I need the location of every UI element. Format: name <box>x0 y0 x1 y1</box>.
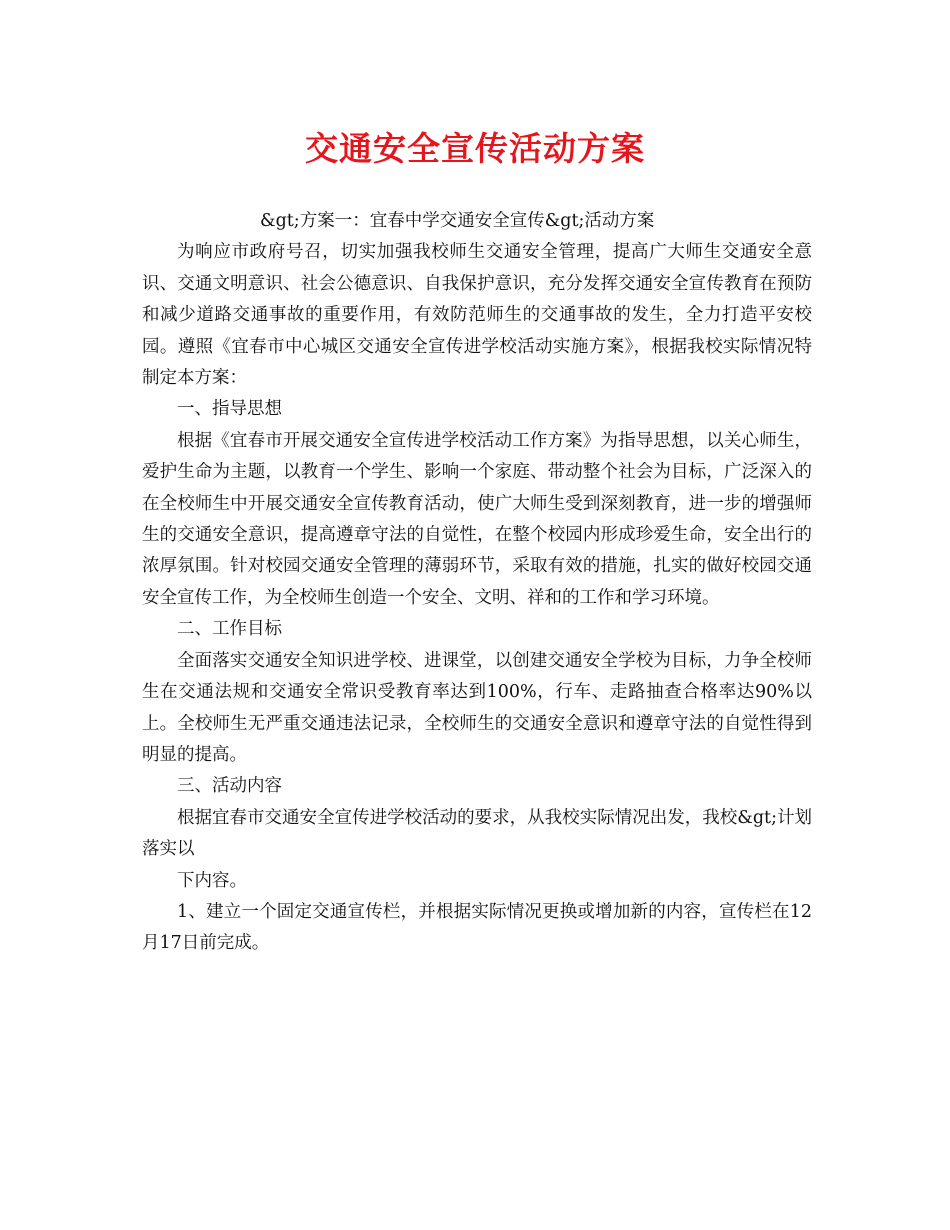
section-text-activity-content-cont: 下内容。 <box>177 870 247 891</box>
intro-paragraph: 为响应市政府号召，切实加强我校师生交通安全管理，提高广大师生交通安全意识、交通文明意识、社会公德意识、自我保护意识，充分发挥交通安全宣传教育在预防和减少道路交通事故的重要作用，有效防范师生的交通事故的发生，全力打造平安校园。遵照《宜春市中心城区交通安全宣传进学校活动实施方案》，根据我校实际情况特制定本方案： <box>142 242 812 389</box>
section-heading-activity-content: 三、活动内容 <box>177 776 282 797</box>
plan-subtitle: &gt;方案一：宜春中学交通安全宣传&gt;活动方案 <box>260 211 655 231</box>
document-body <box>142 206 812 960</box>
section-text-activity-content: 根据宜春市交通安全宣传进学校活动的要求，从我校实际情况出发，我校&gt;计划落实以 <box>142 807 812 860</box>
section-heading-work-goals: 二、工作目标 <box>177 619 282 640</box>
document-title: 交通安全宣传活动方案 <box>305 129 645 168</box>
section-text-guiding-ideology: 根据《宜春市开展交通安全宣传进学校活动工作方案》为指导思想，以关心师生，爱护生命为主题，以教育一个学生、影响一个家庭、带动整个社会为目标，广泛深入的在全校师生中开展交通安全宣传教育活动，使广大师生受到深刻教育，进一步的增强师生的交通安全意识，提高遵章守法的自觉性，在整个校园内形成珍爱生命，安全出行的浓厚氛围。针对校园交通安全管理的薄弱环节，采取有效的措施，扎实的做好校园交通安全宣传工作，为全校师生创造一个安全、文明、祥和的工作和学习环境。 <box>142 430 812 608</box>
section-text-work-goals: 全面落实交通安全知识进学校、进课堂，以创建交通安全学校为目标，力争全校师生在交通法规和交通安全常识受教育率达到100%，行车、走路抽查合格率达90%以上。全校师生无严重交通违法记录，全校师生的交通安全意识和遵章守法的自觉性得到明显的提高。 <box>142 650 812 765</box>
list-item-1: 1、建立一个固定交通宣传栏，并根据实际情况更换或增加新的内容，宣传栏在12月17日前完成。 <box>142 901 812 954</box>
section-heading-guiding-ideology: 一、指导思想 <box>177 399 282 420</box>
